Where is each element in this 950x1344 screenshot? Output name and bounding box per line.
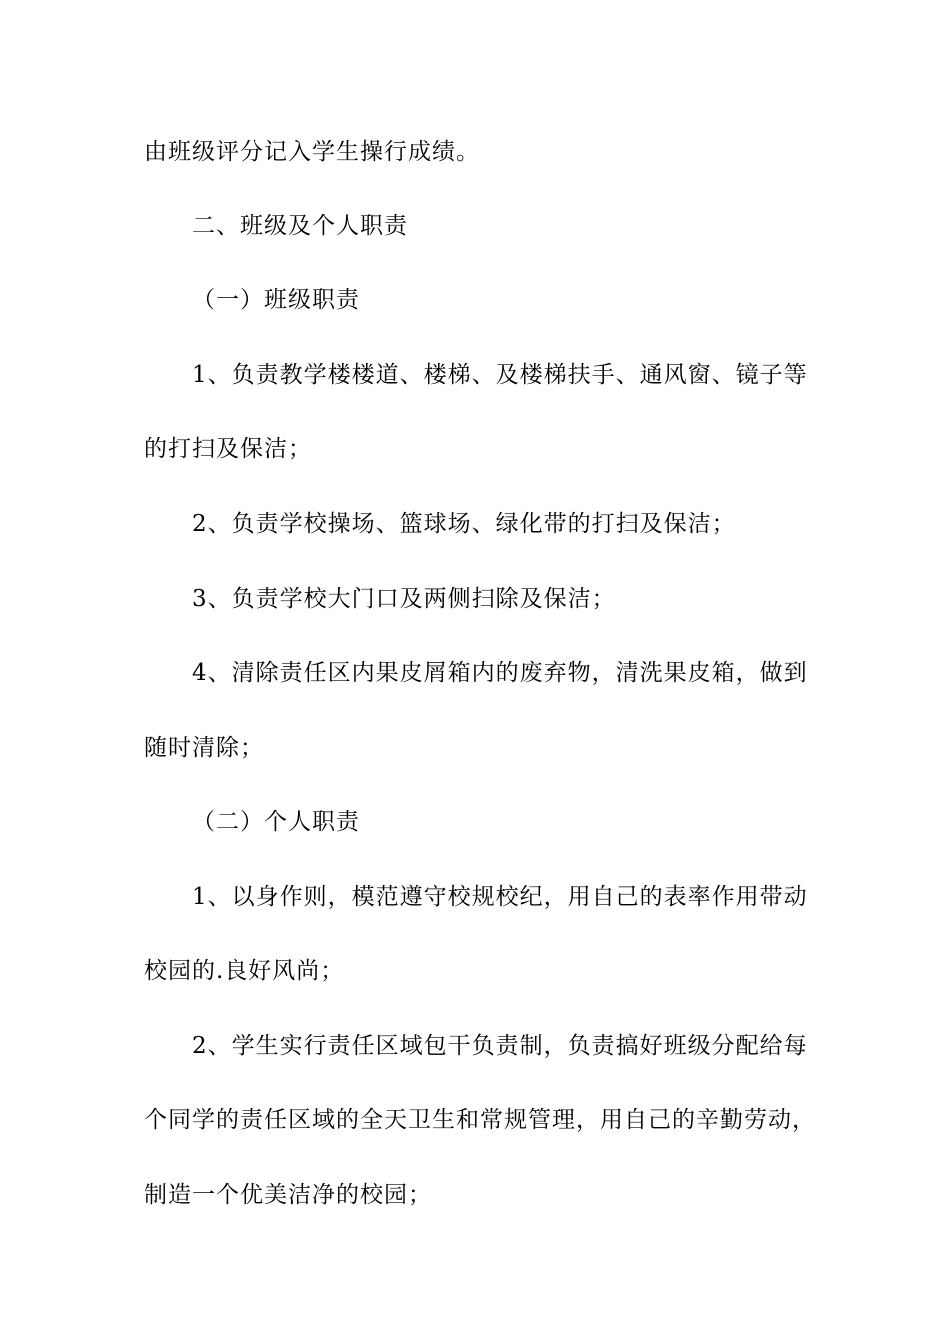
paragraph-line: 3、负责学校大门口及两侧扫除及保洁；: [192, 586, 616, 612]
paragraph-line: 个同学的责任区域的全天卫生和常规管理，用自己的辛勤劳动，: [144, 1107, 816, 1133]
paragraph-line: 2、学生实行责任区域包干负责制，负责搞好班级分配给每: [192, 1033, 808, 1059]
paragraph-line: 随时清除；: [144, 735, 264, 761]
paragraph-line: 4、清除责任区内果皮屑箱内的废弃物，清洗果皮箱，做到: [192, 660, 808, 686]
paragraph-line: 制造一个优美洁净的校园；: [144, 1182, 432, 1208]
paragraph-line: 由班级评分记入学生操行成绩。: [144, 139, 480, 165]
subsection-heading: （二）个人职责: [192, 809, 360, 835]
paragraph-line: 1、负责教学楼楼道、楼梯、及楼梯扶手、通风窗、镜子等: [192, 362, 808, 388]
section-heading: 二、班级及个人职责: [192, 213, 408, 239]
paragraph-line: 校园的.良好风尚；: [144, 958, 345, 984]
subsection-heading: （一）班级职责: [192, 287, 360, 313]
paragraph-line: 2、负责学校操场、篮球场、绿化带的打扫及保洁；: [192, 511, 736, 537]
paragraph-line: 1、以身作则，模范遵守校规校纪，用自己的表率作用带动: [192, 884, 808, 910]
paragraph-line: 的打扫及保洁；: [144, 436, 312, 462]
